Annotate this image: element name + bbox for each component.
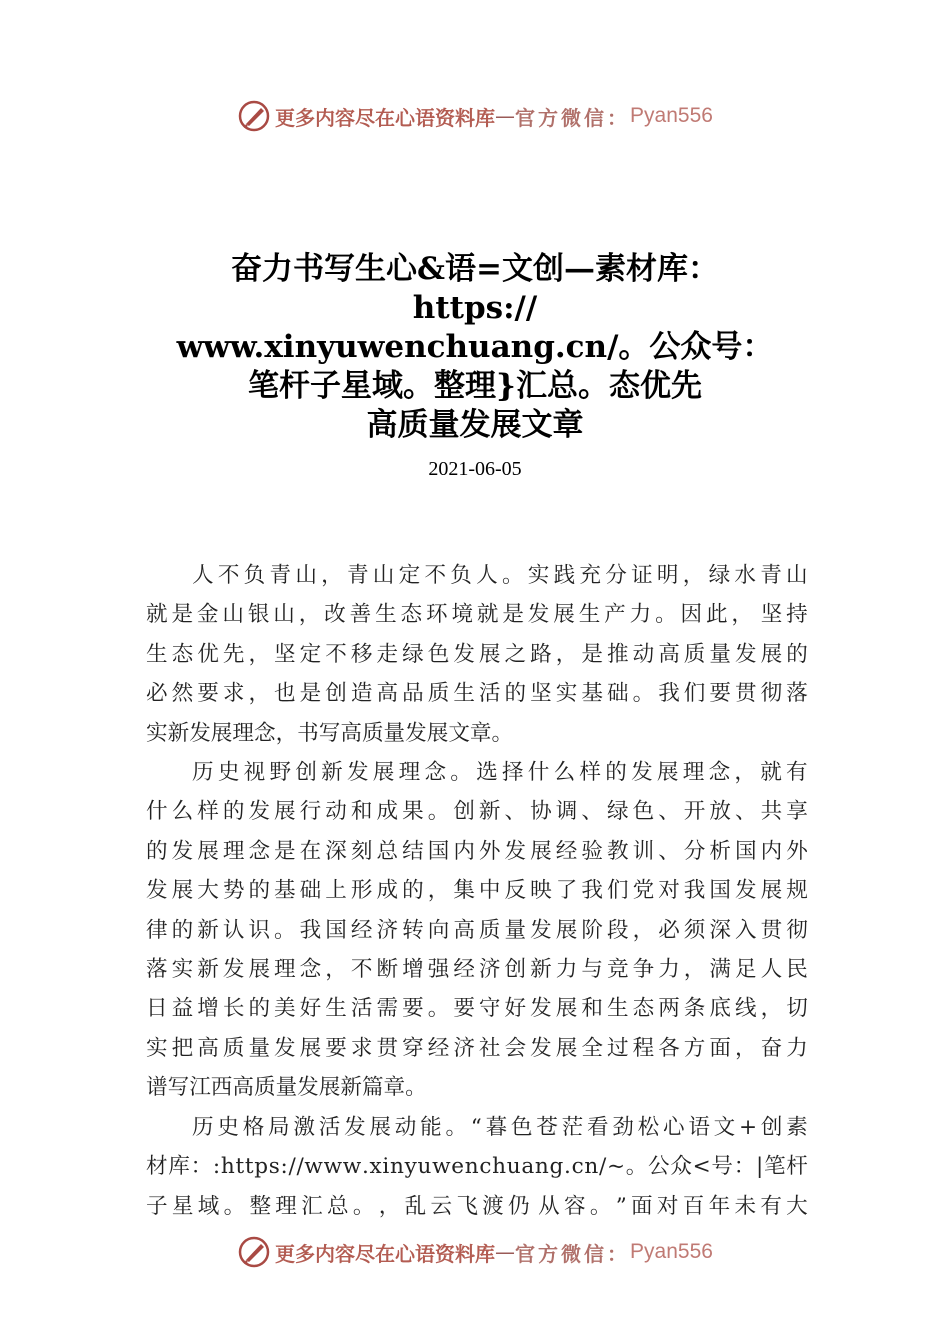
footer-banner (0, 1232, 950, 1272)
body-line: 发 展 大 势 的 基 础 上 形 成 的 ， 集 中 反 映 了 我 们 党 对 我 国 发 展 规 (146, 878, 808, 904)
body-line: 材 库 ： : h t t p s : / / w w w . x i n y u w e n c h u a n g . c n / ~ 。 公 众 < 号 ： | 笔 杆 (146, 1154, 808, 1180)
body-line: 落 实 新 发 展 理 念 ， 不 断 增 强 经 济 创 新 力 与 竞 争 力 ， 满 足 人 民 (146, 957, 808, 983)
body-line: 历 史 格 局 激 活 发 展 动 能 。 “ 暮 色 苍 茫 看 劲 松 心 语 文 + 创 素 (192, 1114, 808, 1140)
title-line: 奋力书写生心&语=文创—素材库： (231, 251, 719, 287)
title-line: https:// (412, 290, 538, 326)
banner-text: 更多内容尽在心语资料库 (275, 1241, 496, 1266)
body-line: 实新发展理念，书写高质量发展文章。 (146, 720, 514, 746)
banner-wechat-id: Pyan556 (630, 104, 713, 127)
banner-dash: — (495, 1240, 516, 1264)
body-line: 就 是 金 山 银 山 ， 改 善 生 态 环 境 就 是 发 展 生 产 力 。 因 此 ， 坚 持 (146, 602, 808, 628)
pen-logo-icon (237, 99, 271, 133)
body-line: 的 发 展 理 念 是 在 深 刻 总 结 国 内 外 发 展 经 验 教 训 、 分 析 国 内 外 (146, 838, 808, 864)
body-line: 律 的 新 认 识 。 我 国 经 济 转 向 高 质 量 发 展 阶 段 ， 必 须 深 入 贯 彻 (146, 917, 808, 943)
pen-logo-icon (237, 1235, 271, 1269)
body-line: 子 星 域 。 整 理 汇 总 。 ， 乱 云 飞 渡 仍 从 容 。 ” 面 对 百 年 未 有 大 (146, 1193, 808, 1219)
banner-wechat-label: 官方微信： (515, 105, 631, 130)
header-banner (0, 96, 950, 136)
body-line: 谱写江西高质量发展新篇章。 (146, 1075, 427, 1101)
title-line: 笔杆子星域。整理}汇总。态优先 (248, 368, 702, 404)
banner-text: 更多内容尽在心语资料库 (275, 105, 496, 130)
title-line: 高质量发展文章 (366, 407, 584, 443)
document-title (110, 250, 840, 445)
body-line: 历 史 视 野 创 新 发 展 理 念 。 选 择 什 么 样 的 发 展 理 念 ， 就 有 (192, 760, 808, 786)
banner-wechat-id: Pyan556 (630, 1240, 713, 1263)
body-line: 必 然 要 求 ， 也 是 创 造 高 品 质 生 活 的 坚 实 基 础 。 我 们 要 贯 彻 落 (146, 681, 808, 707)
body-line: 日 益 增 长 的 美 好 生 活 需 要 。 要 守 好 发 展 和 生 态 两 条 底 线 ， 切 (146, 996, 808, 1022)
body-line: 什 么 样 的 发 展 行 动 和 成 果 。 创 新 、 协 调 、 绿 色 、 开 放 、 共 享 (146, 799, 808, 825)
body-line: 实 把 高 质 量 发 展 要 求 贯 穿 经 济 社 会 发 展 全 过 程 各 方 面 ， 奋 力 (146, 1035, 808, 1061)
body-line: 人 不 负 青 山 ， 青 山 定 不 负 人 。 实 践 充 分 证 明 ， 绿 水 青 山 (192, 563, 808, 588)
banner-wechat-label: 官方微信： (515, 1241, 631, 1266)
title-line: www.xinyuwenchuang.cn/。公众号： (176, 329, 774, 365)
banner-dash: — (495, 104, 516, 128)
document-body (146, 556, 808, 1226)
document-date: 2021-06-05 (428, 458, 522, 480)
body-line: 生 态 优 先 ， 坚 定 不 移 走 绿 色 发 展 之 路 ， 是 推 动 高 质 量 发 展 的 (146, 641, 808, 667)
